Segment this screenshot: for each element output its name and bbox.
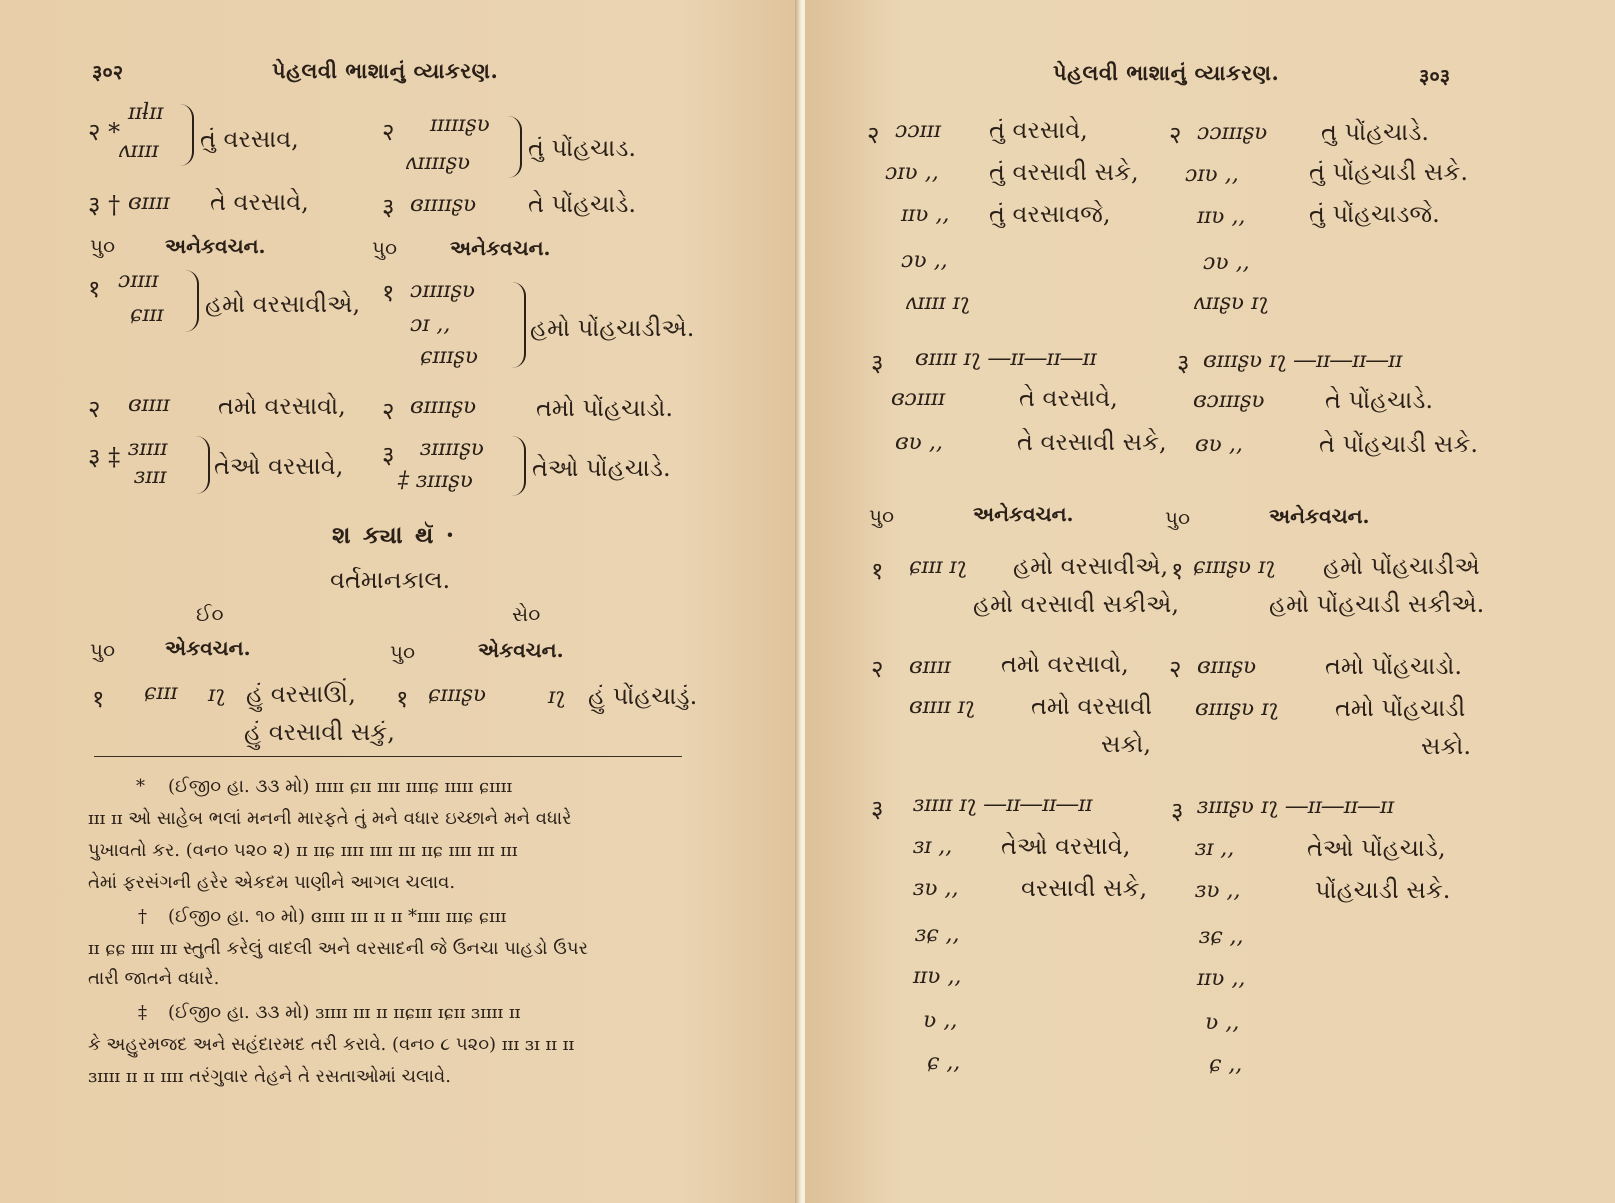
pahlavi-word: ɜɕ ,, bbox=[1199, 924, 1244, 949]
row-number: १ bbox=[871, 557, 884, 585]
pahlavi-word: ɞɪɪɪɪ ɪʅ ―ɪɪ―ɪɪ―ɪɪ bbox=[915, 346, 1097, 371]
person-label: પુ૦ bbox=[1165, 506, 1191, 530]
footnote-mark: † bbox=[138, 906, 147, 927]
person-label: પુ૦ bbox=[90, 234, 116, 258]
brace bbox=[512, 436, 526, 496]
gloss-text: હું પોંહચાડું. bbox=[588, 682, 698, 710]
pahlavi-word: ʌɪɪʂʋ ɪʅ bbox=[1193, 290, 1269, 315]
gloss-text: હું વરસાઊં, bbox=[246, 680, 356, 708]
gloss-text: હમો વરસાવી સકીએ, bbox=[973, 590, 1179, 618]
pahlavi-word: ɞɪɪɪɪ bbox=[909, 654, 951, 679]
pahlavi-word: ɕ ,, bbox=[1209, 1052, 1243, 1077]
running-header: પેહલવી ભાશાનું વ્યાકરણ. bbox=[272, 58, 499, 83]
pahlavi-word: ʌɪɪɪɪ bbox=[118, 138, 159, 163]
pahlavi-word: ɞɪɪɪɪ bbox=[128, 190, 170, 215]
gloss-text: તમો વરસાવી bbox=[1031, 692, 1152, 720]
gloss-text: તેઓ પોંહચાડે. bbox=[532, 454, 671, 482]
gloss-text: તે પોંહચાડે. bbox=[528, 190, 637, 218]
footnote-line: (ઈજી૦ હા. ૧૦ મો) ɞɪɪɪɪ ɪɪɪ ɪɪ ɪɪ *ɪɪɪɪ ɪɪɪɕ ɕɪɪɪ bbox=[168, 906, 507, 927]
gloss-text: તમો વરસાવો, bbox=[1001, 650, 1129, 678]
pahlavi-word: ɜʋ ,, bbox=[913, 876, 959, 901]
gloss-text: તે પોંહચાડી સકે. bbox=[1319, 430, 1478, 458]
person-label: પુ૦ bbox=[869, 504, 895, 528]
row-number: २ bbox=[1169, 655, 1182, 683]
row-number: २ bbox=[867, 121, 880, 149]
person-label: પુ૦ bbox=[390, 640, 416, 664]
row-number: १ bbox=[1171, 557, 1184, 585]
number-label: અનેકવચન. bbox=[1269, 504, 1370, 528]
gloss-text: તુ પોંહચાડે. bbox=[1321, 118, 1430, 146]
pahlavi-word: ɜɪɪɪʂʋ ɪʅ ―ɪɪ―ɪɪ―ɪɪ bbox=[1197, 794, 1394, 819]
gloss-text: તેઓ પોંહચાડે, bbox=[1307, 834, 1446, 862]
gloss-text: તું વરસાવી સકે, bbox=[989, 158, 1139, 186]
section-subtitle: વર્તમાનકાલ. bbox=[330, 566, 451, 594]
row-number: ३ bbox=[1171, 797, 1184, 825]
gloss-text: પોંહચાડી સકે. bbox=[1315, 876, 1451, 904]
row-number: २ bbox=[1169, 121, 1182, 149]
number-label: અનેકવચન. bbox=[973, 502, 1074, 526]
pahlavi-word: ɪɪɪɪɪʂʋ bbox=[430, 112, 490, 137]
pahlavi-word: ɜɪɪɪɪ ɪʅ ―ɪɪ―ɪɪ―ɪɪ bbox=[913, 792, 1093, 817]
footnote-line: ɜɪɪɪɪ ɪɪ ɪɪ ɪɪɪɪ તરંગુવાર તેહને તે રસતાઓમાં ચલાવે. bbox=[88, 1066, 451, 1087]
pahlavi-word: ɔɪ ,, bbox=[410, 312, 451, 337]
gloss-text: હમો પોંહચાડીએ. bbox=[530, 314, 695, 342]
pahlavi-word: ʌɪɪɪɪʂʋ bbox=[405, 150, 471, 175]
pahlavi-word: ɔɪɪɪɪ bbox=[118, 268, 159, 293]
gloss-text: તું વરસાવ, bbox=[200, 125, 299, 153]
gloss-text: હમો વરસાવીએ, bbox=[1013, 552, 1169, 580]
footnote-line: તારી જાતને વધારે. bbox=[88, 968, 220, 989]
pahlavi-word: ɞɪɪɪʂʋ ɪʅ bbox=[1195, 696, 1280, 721]
gloss-text: હમો પોંહચાડી સકીએ. bbox=[1269, 590, 1485, 618]
gloss-text: તેઓ વરસાવે, bbox=[214, 452, 344, 480]
pahlavi-word: ɞɪɪɪɪ ɪʅ bbox=[909, 694, 976, 719]
pahlavi-word: ɞɪɪɪɪ bbox=[128, 392, 170, 417]
left-page bbox=[0, 0, 800, 1203]
number-label: એકવચન. bbox=[478, 638, 564, 662]
pahlavi-word: ɜɕ ,, bbox=[915, 922, 960, 947]
right-page bbox=[805, 0, 1615, 1203]
gloss-text: હમો વરસાવીએ, bbox=[205, 290, 361, 318]
gloss-text: વરસાવી સકે, bbox=[1021, 874, 1148, 902]
pahlavi-word: ʌɪɪɪɪ ɪʅ bbox=[905, 290, 971, 315]
gloss-text: તેઓ વરસાવે, bbox=[1001, 832, 1131, 860]
pahlavi-word: ɔʋ ,, bbox=[901, 248, 948, 273]
pahlavi-word: ɔɪɪɪɪʂʋ bbox=[410, 278, 476, 303]
pahlavi-word: ɔɔɪɪɪʂʋ bbox=[1197, 120, 1268, 145]
row-number: ३ bbox=[1177, 349, 1190, 377]
pahlavi-word: ɪɪʋ ,, bbox=[913, 964, 962, 989]
pahlavi-word: ‡ ɜɪɪɪʂʋ bbox=[398, 468, 473, 493]
row-number: ३ bbox=[382, 193, 395, 221]
gloss-text: તું વરસાવજે, bbox=[989, 200, 1111, 228]
footnote-line: ɪɪ ɕɕ ɪɪɪɪ ɪɪɪ સ્તુતી કરેલું વાદલી અને વરસાદની જે ઉનચા પાહડો ઉપર bbox=[88, 938, 588, 959]
pahlavi-word: ɞɪɪɪɪʂʋ bbox=[410, 394, 477, 419]
gloss-text: તે વરસાવે, bbox=[1019, 384, 1118, 412]
brace bbox=[508, 116, 522, 178]
pahlavi-word: ɞɔɪɪɪʂʋ bbox=[1193, 388, 1265, 413]
row-number: ३ ‡ bbox=[88, 443, 121, 471]
number-label: અનેકવચન. bbox=[165, 234, 266, 258]
brace bbox=[196, 436, 210, 494]
gloss-text: તમો વરસાવો, bbox=[218, 392, 346, 420]
gloss-text: તું પોંહચાડજે. bbox=[1309, 200, 1440, 228]
brace bbox=[185, 270, 199, 332]
pahlavi-word: ɜɪɪɪɪʂʋ bbox=[420, 436, 485, 461]
row-number: २ bbox=[88, 395, 101, 423]
pahlavi-word: ɜɪɪɪ bbox=[134, 464, 167, 489]
pahlavi-word: ɕɪɪɪ bbox=[130, 302, 164, 327]
row-number: १ bbox=[88, 275, 101, 303]
page-number: ३०३ bbox=[1419, 64, 1451, 88]
pahlavi-word: ɔɔɪɪɪ bbox=[895, 118, 941, 143]
pahlavi-word: ɕɪɪɪ ɪʅ bbox=[909, 554, 968, 579]
pahlavi-word: ɔɪʋ ,, bbox=[1185, 162, 1239, 187]
gloss-text: સકો, bbox=[1101, 730, 1152, 758]
pahlavi-word: ɕɪɪɪʂʋ bbox=[428, 682, 487, 707]
pahlavi-word: ɜɪɪɪɪ bbox=[128, 436, 168, 461]
footnote-line: (ઈજી૦ હા. ૩૩ મો) ɪɪɪɪɪ ɕɪɪ ɪɪɪɪ ɪɪɪɪɕ ɪɪɪɪɪ ɕɪɪɪɪ bbox=[168, 776, 513, 797]
gloss-text: તમો પોંહચાડો. bbox=[536, 394, 674, 422]
page-number: ३०२ bbox=[92, 60, 124, 84]
brace bbox=[512, 282, 526, 368]
section-title: શ ક્યા થૅ · bbox=[332, 520, 457, 549]
gloss-text: તું પોંહચાડી સકે. bbox=[1309, 158, 1468, 186]
pahlavi-word: ɪɪʋ ,, bbox=[1197, 966, 1246, 991]
pahlavi-word: ɪɪƚɪɪ bbox=[128, 100, 164, 125]
gloss-text: તે પોંહચાડે. bbox=[1325, 386, 1434, 414]
footnote-mark: * bbox=[136, 776, 145, 797]
pahlavi-word: ɕ ,, bbox=[927, 1050, 961, 1075]
gloss-text: તમો પોંહચાડો. bbox=[1325, 652, 1463, 680]
brace bbox=[180, 104, 194, 166]
column-label: ઈ૦ bbox=[196, 602, 224, 626]
pahlavi-word: ɜɪ ,, bbox=[913, 834, 953, 859]
gloss-text: હું વરસાવી સકું, bbox=[244, 718, 395, 746]
pahlavi-word: ɞʋ ,, bbox=[895, 430, 943, 455]
footnote-line: (ઈજી૦ હા. ૩૩ મો) ɜɪɪɪɪ ɪɪɪ ɪɪ ɪɪɕɪɪɪ ɪɕɪɪ ɜɪɪɪɪ ɪɪ bbox=[168, 1002, 521, 1023]
pahlavi-word: ɜʋ ,, bbox=[1195, 878, 1241, 903]
gloss-text: તમો પોંહચાડી bbox=[1335, 694, 1466, 722]
pahlavi-word: ɕɪɪɪʂʋ bbox=[420, 344, 479, 369]
row-number: १ bbox=[396, 685, 409, 713]
row-number: ३ bbox=[382, 441, 395, 469]
gloss-text: તું પોંહચાડ. bbox=[528, 134, 637, 162]
pahlavi-word: ɞʋ ,, bbox=[1195, 432, 1243, 457]
row-number: १ bbox=[92, 685, 105, 713]
row-number: २ * bbox=[88, 118, 121, 146]
pahlavi-word: ɪʅ bbox=[548, 684, 566, 709]
number-label: અનેકવચન. bbox=[450, 236, 551, 260]
running-header: પેહલવી ભાશાનું વ્યાકરણ. bbox=[1053, 60, 1280, 85]
pahlavi-word: ɜɪ ,, bbox=[1195, 836, 1235, 861]
pahlavi-word: ɕɪɪɪ bbox=[144, 680, 178, 705]
pahlavi-word: ɪɪʋ ,, bbox=[1197, 204, 1246, 229]
footnote-mark: ‡ bbox=[138, 1002, 147, 1023]
row-number: १ bbox=[382, 279, 395, 307]
row-number: ३ bbox=[871, 795, 884, 823]
pahlavi-word: ɪɪʋ ,, bbox=[901, 202, 950, 227]
footnote-line: પુખાવતો કર. (વન૦ ૫૨૦ ૨) ɪɪ ɪɪɕ ɪɪɪɪ ɪɪɪɪ ɪɪɪ ɪɪɕ ɪɪɪɪ ɪɪɪ ɪɪɪ bbox=[88, 840, 518, 861]
pahlavi-word: ʋ ,, bbox=[1205, 1010, 1240, 1035]
row-number: ३ bbox=[871, 349, 884, 377]
person-label: પુ૦ bbox=[90, 638, 116, 662]
pahlavi-word: ɞɪɪɪɪʂʋ bbox=[410, 192, 477, 217]
footnote-line: કે અહુરમજદ અને સહંદારમદ તરી કરાવે. (વન૦ ૮ ૫૨૦) ɪɪɪ ɜɪ ɪɪ ɪɪ bbox=[88, 1034, 575, 1055]
number-label: એકવચન. bbox=[165, 636, 251, 660]
pahlavi-word: ɞɪɪɪʂʋ ɪʅ ―ɪɪ―ɪɪ―ɪɪ bbox=[1203, 348, 1403, 373]
footnote-line: તેમાં ફરસંગની હરેર એકદમ પાણીને આગલ ચલાવ. bbox=[88, 872, 456, 893]
row-number: २ bbox=[382, 397, 395, 425]
column-label: સે૦ bbox=[512, 602, 541, 626]
gloss-text: સકો. bbox=[1421, 732, 1472, 760]
pahlavi-word: ʋ ,, bbox=[923, 1008, 958, 1033]
row-number: २ bbox=[382, 118, 395, 146]
pahlavi-word: ɞɔɪɪɪɪ bbox=[891, 386, 945, 411]
pahlavi-word: ɪʅ bbox=[208, 682, 226, 707]
gloss-text: તું વરસાવે, bbox=[989, 116, 1088, 144]
footnote-line: ɪɪɪ ɪɪ ઓ સાહેબ ભલાં મનની મારફતે તું મને વધાર ઇચ્છાને મને વધારે bbox=[88, 808, 572, 829]
pahlavi-word: ɞɪɪɪʂʋ bbox=[1197, 654, 1257, 679]
gloss-text: હમો પોંહચાડીએ bbox=[1323, 552, 1480, 580]
person-label: પુ૦ bbox=[372, 236, 398, 260]
pahlavi-word: ɔʋ ,, bbox=[1203, 250, 1250, 275]
gloss-text: તે વરસાવે, bbox=[210, 188, 309, 216]
row-number: २ bbox=[871, 655, 884, 683]
footnote-rule bbox=[94, 756, 682, 757]
row-number: ३ † bbox=[88, 191, 121, 219]
gloss-text: તે વરસાવી સકે, bbox=[1017, 428, 1167, 456]
pahlavi-word: ɔɪʋ ,, bbox=[885, 160, 939, 185]
pahlavi-word: ɕɪɪɪʂʋ ɪʅ bbox=[1193, 554, 1276, 579]
